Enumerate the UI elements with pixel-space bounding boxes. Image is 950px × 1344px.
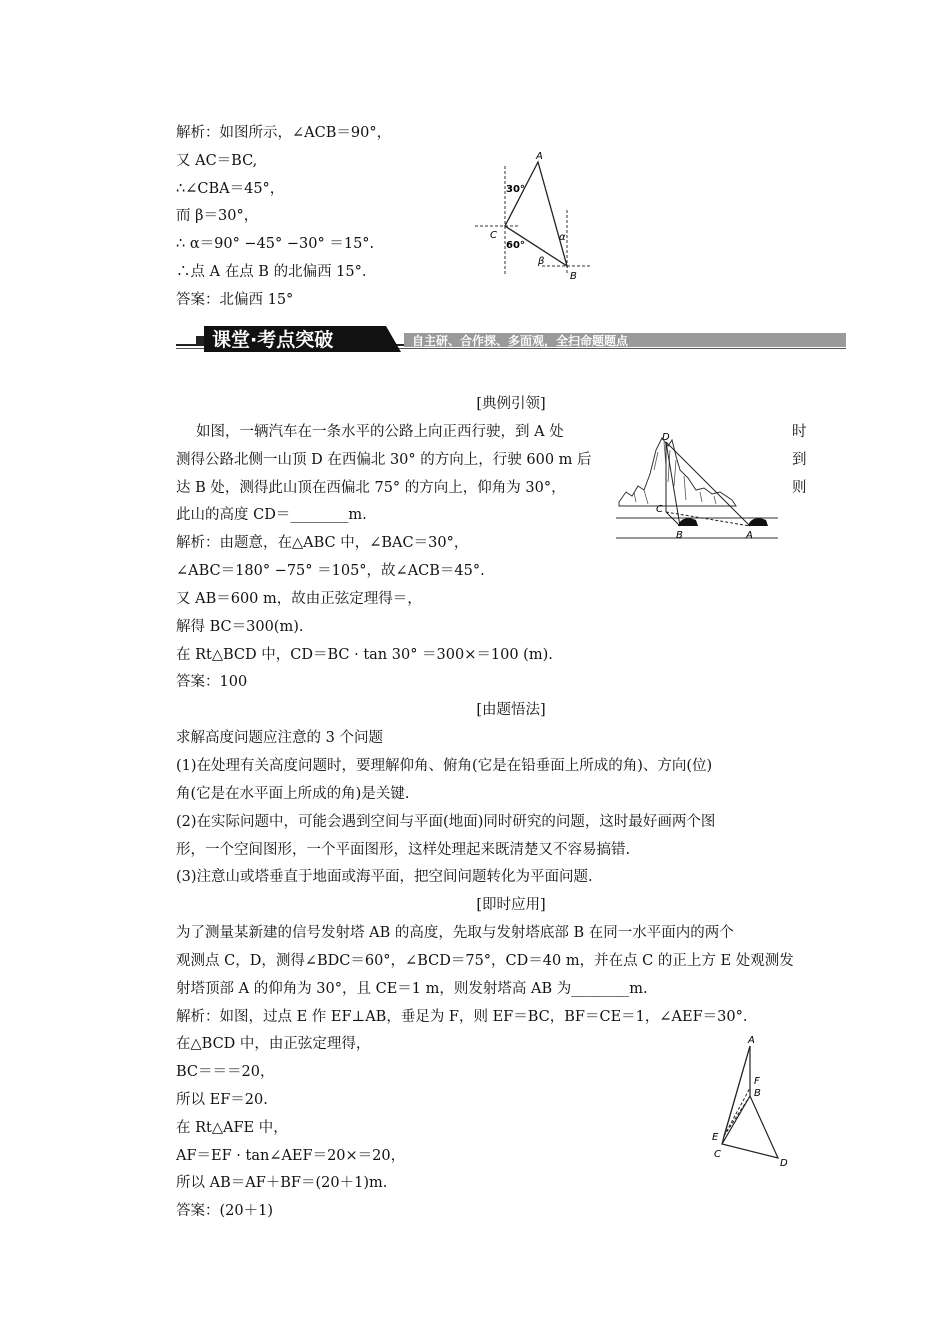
practice-question-1: 为了测量某新建的信号发射塔 AB 的高度，先取与发射塔底部 B 在同一水平面内的两个 (176, 925, 734, 941)
example-line-1: 如图，一辆汽车在一条水平的公路上向正西行驶，到 A 处 (196, 424, 564, 440)
practice-solution-5: 在 Rt△AFE 中， (176, 1120, 288, 1136)
fig1-label-b: B (570, 271, 577, 282)
fig3-label-d: D (780, 1158, 788, 1169)
fig1-label-c: C (490, 230, 497, 241)
example-line-3-end: 则 (792, 480, 807, 496)
top-line-4: 而 β＝30°， (176, 208, 259, 224)
fig1-angle-30: 30° (506, 184, 525, 195)
method-item-2a: (2)在实际问题中，可能会遇到空间与平面(地面)同时研究的问题，这时最好画两个图 (176, 814, 716, 830)
fig3-label-f: F (754, 1076, 760, 1087)
fig2-label-a: A (746, 530, 753, 541)
direction-triangle-figure (470, 148, 600, 283)
example-line-2: 测得公路北侧一山顶 D 在西偏北 30° 的方向上，行驶 600 m 后 (176, 452, 592, 468)
example-solution-5: 在 Rt△BCD 中，CD＝BC · tan 30° ＝300×＝100 (m). (176, 647, 553, 663)
top-line-2: 又 AC＝BC, (176, 153, 258, 169)
fig3-label-e: E (712, 1132, 719, 1143)
fig3-label-c: C (714, 1149, 721, 1160)
practice-solution-2: 在△BCD 中，由正弦定理得， (176, 1036, 371, 1052)
fig1-label-a: A (536, 151, 543, 162)
fig3-label-a: A (748, 1035, 755, 1046)
practice-answer: 答案：(20＋1) (176, 1203, 273, 1219)
fig2-label-b: B (676, 530, 683, 541)
practice-question-3: 射塔顶部 A 的仰角为 30°，且 CE＝1 m，则发射塔高 AB 为________m. (176, 981, 648, 997)
top-line-1: 解析：如图所示，∠ACB＝90°， (176, 125, 392, 141)
practice-question-2: 观测点 C，D，测得∠BDC＝60°，∠BCD＝75°，CD＝40 m，并在点 C 的正上方 E 处观测发 (176, 953, 794, 969)
practice-solution-4: 所以 EF＝20. (176, 1092, 268, 1108)
fig2-label-d: D (662, 432, 670, 443)
banner-title: 课堂·考点突破 (212, 329, 334, 351)
practice-solution-1: 解析：如图，过点 E 作 EF⊥AB，垂足为 F，则 EF＝BC，BF＝CE＝1，∠AEF＝30°. (176, 1009, 748, 1025)
method-item-2b: 形，一个空间图形，一个平面图形，这样处理起来既清楚又不容易搞错. (176, 842, 631, 858)
practice-heading: [即时应用] (476, 897, 546, 913)
method-heading: [由题悟法] (476, 702, 546, 718)
top-line-3: ∴∠CBA＝45°， (176, 181, 285, 197)
tower-figure (700, 1032, 800, 1172)
mountain-road-figure (614, 430, 782, 545)
method-item-1b: 角(它是在水平面上所成的角)是关键. (176, 786, 410, 802)
example-solution-1: 解析：由题意，在△ABC 中，∠BAC＝30°， (176, 535, 469, 551)
practice-solution-7: 所以 AB＝AF＋BF＝(20＋1)m. (176, 1175, 388, 1191)
example-solution-3: 又 AB＝600 m，故由正弦定理得＝， (176, 591, 422, 607)
example-line-4: 此山的高度 CD＝________m. (176, 507, 367, 523)
example-answer: 答案：100 (176, 674, 248, 690)
fig2-label-c: C (656, 504, 663, 515)
example-solution-2: ∠ABC＝180° −75° ＝105°，故∠ACB＝45°. (176, 563, 485, 579)
example-line-2-end: 到 (792, 452, 807, 468)
practice-solution-3: BC＝＝＝20， (176, 1064, 275, 1080)
method-item-1a: (1)在处理有关高度问题时，要理解仰角、俯角(它是在铅垂面上所成的角)、方向(位) (176, 758, 713, 774)
method-intro: 求解高度问题应注意的 3 个问题 (176, 730, 383, 746)
example-heading: [典例引领] (476, 396, 546, 412)
fig1-alpha: α (559, 232, 566, 243)
example-line-3: 达 B 处，测得此山顶在西偏北 75° 的方向上，仰角为 30°， (176, 480, 566, 496)
top-answer: 答案：北偏西 15° (176, 292, 294, 308)
practice-solution-6: AF＝EF · tan∠AEF＝20×＝20， (176, 1148, 406, 1164)
banner-subtitle: 自主研、合作探、多面观，全扫命题题点 (412, 334, 629, 348)
example-line-1-end: 时 (792, 424, 807, 440)
fig3-label-b: B (754, 1088, 761, 1099)
method-item-3: (3)注意山或塔垂直于地面或海平面，把空间问题转化为平面问题. (176, 869, 593, 885)
fig1-beta: β (538, 256, 545, 267)
example-solution-4: 解得 BC＝300(m). (176, 619, 304, 635)
top-line-6: ∴点 A 在点 B 的北偏西 15°. (176, 264, 367, 280)
section-banner (176, 325, 846, 353)
fig1-angle-60: 60° (506, 240, 525, 251)
top-line-5: ∴ α＝90° −45° −30° ＝15°. (176, 236, 375, 252)
